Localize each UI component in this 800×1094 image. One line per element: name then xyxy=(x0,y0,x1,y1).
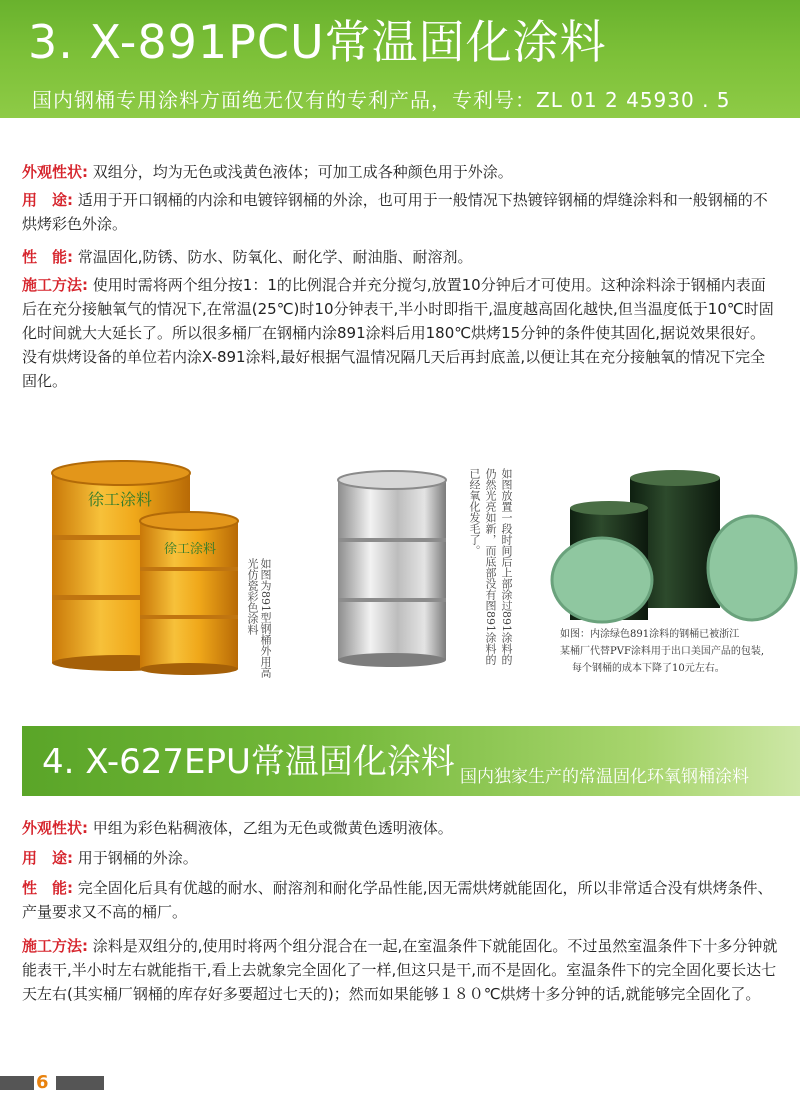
footer-bar-left xyxy=(0,1076,34,1090)
performance-label: 性 能: xyxy=(22,879,73,897)
caption-3 xyxy=(560,626,764,677)
method-text: 涂料是双组分的,使用时将两个组分混合在一起,在室温条件下就能固化。不过虽然室温条件下十多分钟就能表干,半小时左右就能指干,看上去就象完全固化了一样,但这只是干,而不是固化。室温条件下的完全固化要长达七天左右(其实桶厂钢桶的库存好多要超过七天的)；然而如果能够１８０℃烘烤十多分钟的话,就能够完全固化了。 xyxy=(22,937,778,1003)
performance-label: 性 能: xyxy=(22,248,73,266)
caption-2c: 已经氧化发毛了。 xyxy=(468,468,481,556)
appearance-text: 双组分，均为无色或浅黄色液体；可加工成各种颜色用于外涂。 xyxy=(92,163,513,181)
caption-3a: 如图：内涂绿色891涂料的钢桶已被浙江 xyxy=(560,629,740,640)
usage-label: 用 途: xyxy=(22,191,73,209)
method-label: 施工方法: xyxy=(22,276,88,294)
silver-drum-photo xyxy=(330,470,455,670)
appearance-text: 甲组为彩色粘稠液体，乙组为无色或微黄色透明液体。 xyxy=(92,819,453,837)
appearance-label: 外观性状: xyxy=(22,163,88,181)
performance-text: 常温固化,防锈、防水、防氧化、耐化学、耐油脂、耐溶剂。 xyxy=(77,248,473,266)
yellow-barrels-photo xyxy=(40,455,250,675)
section4-performance xyxy=(22,876,778,924)
section4-usage xyxy=(22,846,778,870)
barrel-label-2: 徐工涂料 xyxy=(164,542,217,557)
caption-1: 如图为891型钢桶外用高光仿瓷彩色涂料 xyxy=(246,558,272,678)
method-label: 施工方法: xyxy=(22,937,88,955)
green-barrels-photo xyxy=(540,470,800,630)
caption-2a: 如图放置一段时间后上部涂过891涂料的 xyxy=(500,468,513,665)
section3-usage xyxy=(22,188,778,236)
section4-method xyxy=(22,934,778,1006)
barrel-label-1: 徐工涂料 xyxy=(88,490,153,509)
section3-subtitle: 国内钢桶专用涂料方面绝无仅有的专利产品，专利号：ZL 01 2 45930 . 5 xyxy=(32,88,731,112)
section3-method xyxy=(22,273,778,393)
usage-label: 用 途: xyxy=(22,849,73,867)
caption-3b: 某桶厂代替PVF涂料用于出口美国产品的包装, xyxy=(560,646,765,657)
method-text: 使用时需将两个组分按1：1的比例混合并充分搅匀,放置10分钟后才可使用。这种涂料涂于钢桶内表面后在充分接触氧气的情况下,在常温(25℃)时10分钟表干,半小时即指干,温度越高固化越快,但当温度低于10℃时固化时间就大大延长了。所以很多桶厂在钢桶内涂891涂料后用180℃烘烤15分钟的条件使其固化,据说效果很好。没有烘烤设备的单位若内涂X-891涂料,最好根据气温情况隔几天后再封底盖,以便让其在充分接触氧的情况下完全固化。 xyxy=(22,276,774,390)
section3-title: 3. X-891PCU常温固化涂料 xyxy=(28,15,607,69)
performance-text: 完全固化后具有优越的耐水、耐溶剂和耐化学品性能,因无需烘烤就能固化，所以非常适合没有烘烤条件、产量要求又不高的桶厂。 xyxy=(22,879,773,921)
caption-2b: 仍然光亮如新，而底部没有图891涂料的 xyxy=(484,468,497,665)
appearance-label: 外观性状: xyxy=(22,819,88,837)
section3-performance xyxy=(22,245,778,269)
section4-header-band xyxy=(22,726,800,796)
caption-3c: 每个钢桶的成本下降了10元左右。 xyxy=(572,663,725,674)
section3-appearance xyxy=(22,160,778,184)
page-number: 6 xyxy=(36,1072,49,1093)
footer-bar-right xyxy=(56,1076,104,1090)
usage-text: 用于钢桶的外涂。 xyxy=(77,849,198,867)
section4-title: 4. X-627EPU常温固化涂料 xyxy=(42,742,455,782)
usage-text: 适用于开口钢桶的内涂和电镀锌钢桶的外涂，也可用于一般情况下热镀锌钢桶的焊缝涂料和一般钢桶的不烘烤彩色外涂。 xyxy=(22,191,768,233)
section4-appearance xyxy=(22,816,778,840)
section4-subtitle: 国内独家生产的常温固化环氧钢桶涂料 xyxy=(460,767,749,787)
